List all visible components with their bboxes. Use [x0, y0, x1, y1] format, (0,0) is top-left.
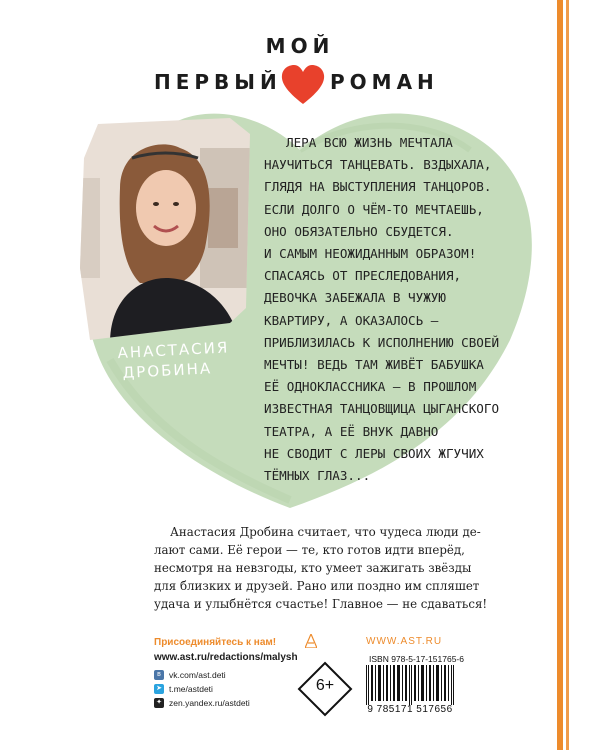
about-line: для близких и друзей. Рано или поздно им спляшет [154, 579, 480, 593]
social-link-zen[interactable] [154, 698, 250, 708]
series-word-first: ПЕРВЫЙ [154, 70, 282, 94]
barcode-digits: 9 785171 517656 [367, 704, 453, 715]
author-first-name: АНАСТАСИЯ [117, 338, 230, 363]
ast-logo-icon [305, 634, 317, 648]
about-line: удача и улыбнётся счастье! Главное — не сдаваться! [154, 597, 488, 611]
annotation-line: ГЛЯДЯ НА ВЫСТУПЛЕНИЯ ТАНЦОРОВ. [264, 179, 492, 195]
social-link-text: zen.yandex.ru/astdeti [169, 698, 250, 708]
annotation-line: СПАСАЯСЬ ОТ ПРЕСЛЕДОВАНИЯ, [264, 268, 462, 284]
about-line: лают сами. Её герои — те, кто готов идти вперёд, [154, 543, 465, 557]
author-last-name: ДРОБИНА [122, 359, 213, 382]
heart-icon [280, 64, 326, 106]
about-author-text [154, 523, 488, 613]
author-name-tag [117, 337, 239, 383]
ast-site-link[interactable]: WWW.AST.RU [366, 636, 443, 647]
social-link-vk[interactable] [154, 670, 226, 680]
annotation-line: ЛЕРА ВСЮ ЖИЗНЬ МЕЧТАЛА [286, 135, 453, 150]
zen-icon: ✦ [154, 698, 164, 708]
annotation-line: КВАРТИРУ, А ОКАЗАЛОСЬ — [264, 312, 439, 328]
annotation-line: ТЁМНЫХ ГЛАЗ... [264, 468, 371, 484]
orange-spine-stripe-thin [566, 0, 569, 750]
join-us-label: Присоединяйтесь к нам! [154, 637, 277, 648]
annotation-line: НЕ СВОДИТ С ЛЕРЫ СВОИХ ЖГУЧИХ [264, 445, 484, 461]
about-line: Анастасия Дробина считает, что чудеса люди де- [170, 525, 481, 539]
author-photo [80, 118, 250, 343]
annotation-line: ТЕАТРА, А ЕЁ ВНУК ДАВНО [264, 423, 439, 439]
series-title-line1: МОЙ [265, 34, 335, 58]
social-link-telegram[interactable] [154, 684, 213, 694]
series-title-line2 [154, 70, 454, 100]
vk-icon: в [154, 670, 164, 680]
annotation-line: ОНО ОБЯЗАТЕЛЬНО СБУДЕТСЯ. [264, 223, 454, 239]
annotation-line: ЕЁ ОДНОКЛАССНИКА — В ПРОШЛОМ [264, 379, 477, 395]
annotation-line: ПРИБЛИЗИЛАСЬ К ИСПОЛНЕНИЮ СВОЕЙ [264, 334, 500, 350]
annotation-line: ИЗВЕСТНАЯ ТАНЦОВЩИЦА ЦЫГАНСКОГО [264, 401, 500, 417]
annotation-line: НАУЧИТЬСЯ ТАНЦЕВАТЬ. ВЗДЫХАЛА, [264, 157, 492, 173]
social-link-text: t.me/astdeti [169, 684, 213, 694]
annotation-line: МЕЧТЫ! ВЕДЬ ТАМ ЖИВЁТ БАБУШКА [264, 357, 484, 373]
isbn-text: ISBN 978-5-17-151765-6 [369, 654, 464, 664]
barcode-icon [366, 665, 454, 705]
series-word-second: РОМАН [330, 70, 439, 94]
annotation-line: И САМЫМ НЕОЖИДАННЫМ ОБРАЗОМ! [264, 246, 477, 262]
annotation-line: ЕСЛИ ДОЛГО О ЧЁМ-ТО МЕЧТАЕШЬ, [264, 201, 484, 217]
publisher-site-link[interactable]: www.ast.ru/redactions/malysh [154, 652, 298, 663]
telegram-icon: ➤ [154, 684, 164, 694]
annotation-line: ДЕВОЧКА ЗАБЕЖАЛА В ЧУЖУЮ [264, 290, 446, 306]
social-link-text: vk.com/ast.deti [169, 670, 226, 680]
orange-spine-stripe [557, 0, 563, 750]
age-rating-text: 6+ [315, 677, 335, 694]
about-line: несмотря на невзгоды, кто умеет зажигать звёзды [154, 561, 472, 575]
book-annotation [264, 132, 544, 487]
